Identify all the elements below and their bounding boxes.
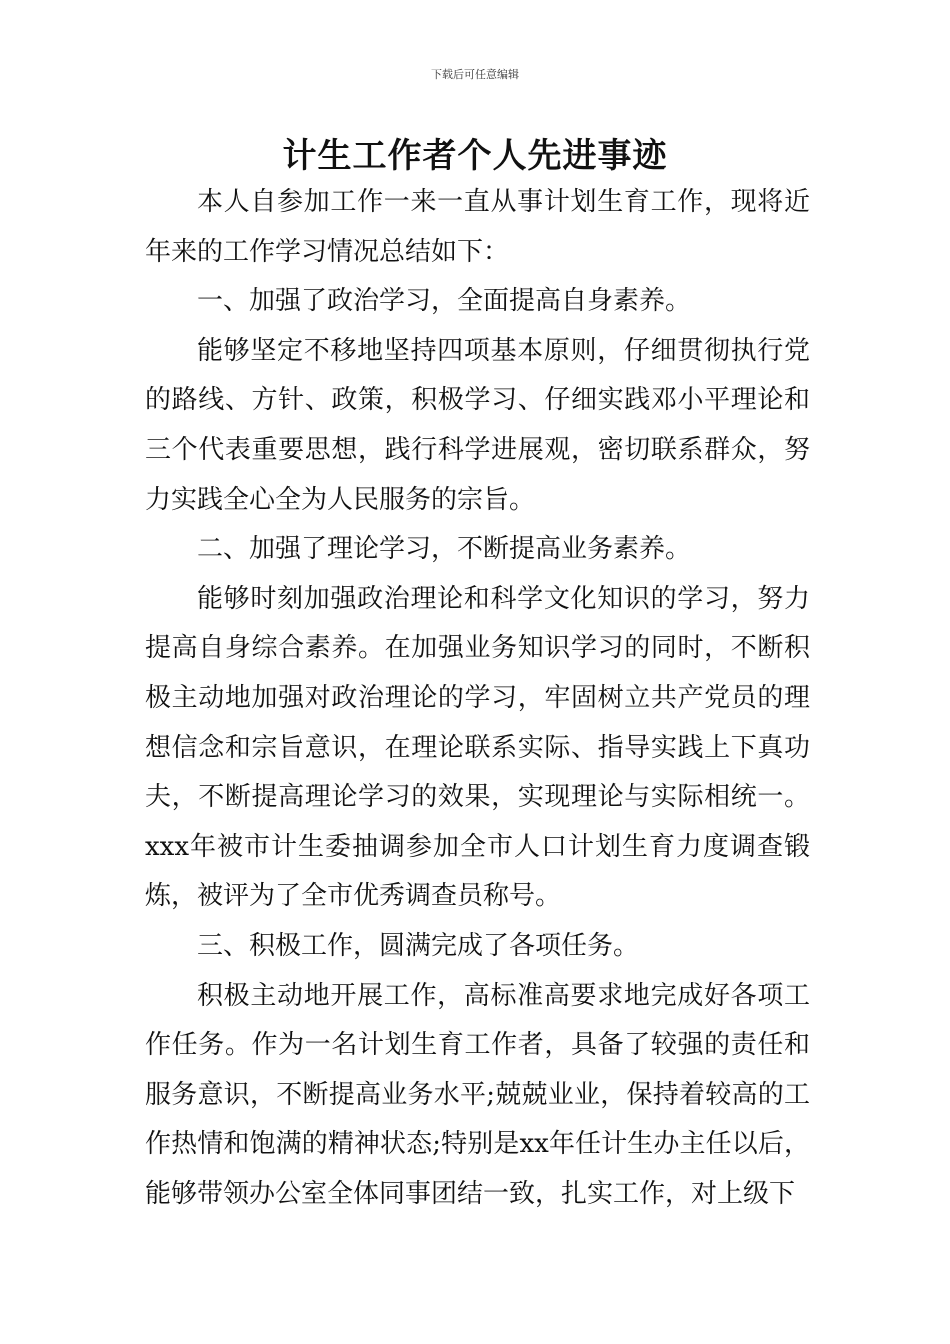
paragraph-section-1: 能够坚定不移地坚持四项基本原则，仔细贯彻执行党的路线、方针、政策，积极学习、仔细实践邓小平理论和三个代表重要思想，践行科学进展观，密切联系群众，努力实践全心全为人民服务的宗旨。: [145, 335, 810, 515]
paragraph-section-2: 能够时刻加强政治理论和科学文化知识的学习，努力提高自身综合素养。在加强业务知识学习的同时，不断积极主动地加强对政治理论的学习，牢固树立共产党员的理想信念和宗旨意识，在理论联系实际、指导实践上下真功夫，不断提高理论学习的效果，实现理论与实际相统一。xxx年被市计生委抽调参加全市人口计划生育力度调查锻炼，被评为了全市优秀调查员称号。: [145, 583, 810, 912]
document-title: 计生工作者个人先进事迹: [282, 136, 668, 176]
paragraph-section-3: 积极主动地开展工作，高标准高要求地完成好各项工作任务。作为一名计划生育工作者，具备了较强的责任和服务意识，不断提高业务水平;兢兢业业，保持着较高的工作热情和饱满的精神状态;特别是xx年任计生办主任以后，能够带领办公室全体同事团结一致，扎实工作，对上级下: [145, 980, 810, 1209]
section-heading-1: 一、加强了政治学习，全面提高自身素养。: [197, 286, 692, 317]
header-note: 下载后可任意编辑: [431, 68, 519, 81]
document-body: [145, 178, 810, 1219]
paragraph-intro: 本人自参加工作一来一直从事计划生育工作，现将近年来的工作学习情况总结如下：: [145, 187, 810, 267]
section-heading-2: 二、加强了理论学习，不断提高业务素养。: [197, 534, 692, 565]
section-heading-3: 三、积极工作，圆满完成了各项任务。: [197, 930, 640, 961]
